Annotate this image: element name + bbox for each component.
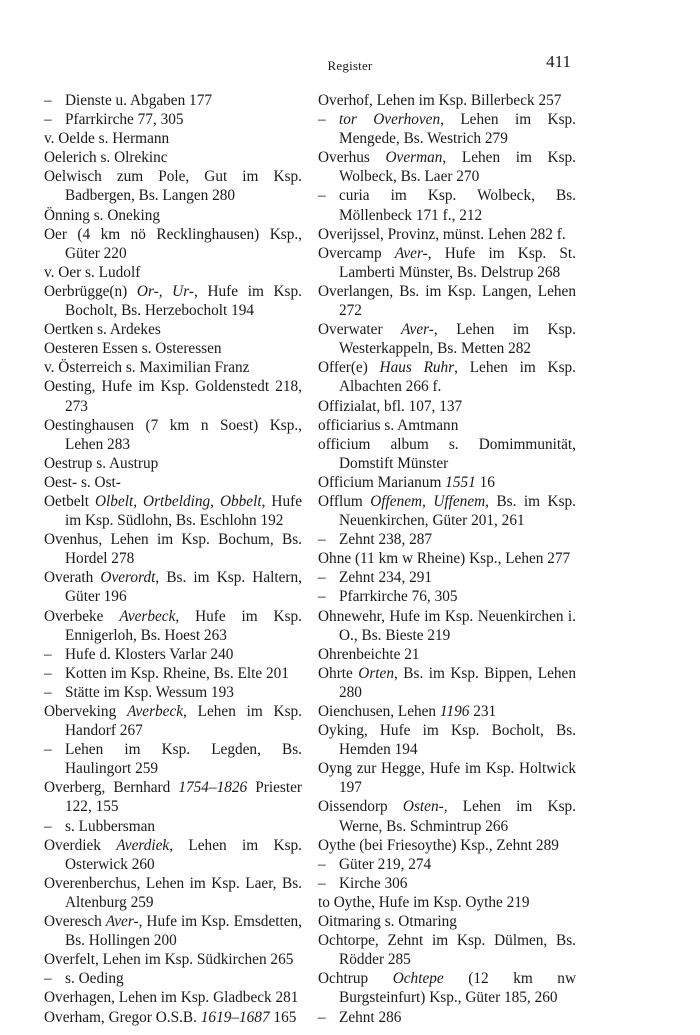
index-entry [44,129,302,148]
entry-text: v. Oelde s. Hermann [44,130,170,148]
index-entry [44,568,302,606]
entry-text-rest: , Lehen im Ksp. Westerkappeln, Bs. Metten 282 [339,321,577,358]
index-entry [44,416,302,454]
subentry-dash: – [44,645,52,663]
entry-text: Overbeke [44,607,120,625]
subentry-dash: – [44,683,52,701]
entry-text: Offlum [318,492,371,510]
index-entry [318,664,576,702]
subentry-dash: – [318,187,326,205]
subentry-dash: – [318,111,326,129]
entry-text-rest: , Bs. im Ksp. Neuenkirchen, Güter 201, 261 [339,492,576,530]
entry-variant-italic: Overordt [100,569,156,587]
entry-text: Oetbelt [44,492,95,510]
entry-text: Overdiek [44,836,117,854]
index-subentry [318,587,576,606]
entry-text-rest: 16 [475,473,495,491]
entry-variant-italic: 1196 [439,703,470,720]
entry-text: Ovenhus, Lehen im Ksp. Bochum, Bs. Hordel 278 [44,531,302,568]
entry-text: Overesch [44,913,106,931]
entry-text-rest: , Lehen im Ksp. Werne, Bs. Schmintrup 266 [339,798,577,835]
entry-text: v. Oer s. Ludolf [44,263,141,281]
index-subentry [318,874,576,893]
index-entry [44,702,302,740]
index-subentry [44,664,302,683]
entry-text: Oythe (bei Friesoythe) Ksp., Zehnt 289 [318,836,559,854]
index-subentry [44,740,302,778]
subentry-dash: – [44,111,52,129]
entry-text: Overlangen, Bs. im Ksp. Langen, Lehen 272 [318,282,576,320]
entry-text: Oienchusen, Lehen [318,703,440,720]
entry-text: Ohrte [318,664,359,682]
index-entry [44,1008,302,1027]
entry-text-rest: , Hufe im Ksp. Bocholt, Bs. Herzebocholt 194 [65,282,302,320]
index-entry [318,721,576,759]
entry-text: Oyng zur Hegge, Hufe im Ksp. Holtwick 197 [318,760,576,797]
entry-text: Lehen im Ksp. Legden, Bs. Haulingort 259 [65,741,302,778]
entry-text: Overberg, Bernhard [44,779,179,797]
entry-text: Oelwisch zum Pole, Gut im Ksp. Badbergen, Bs. Langen 280 [44,168,302,205]
entry-text: Oertken s. Ardekes [44,321,161,339]
index-entry [44,530,302,568]
entry-text: Dienste u. Abgaben 177 [65,92,212,109]
entry-text: Oyking, Hufe im Ksp. Bocholt, Bs. Hemden 194 [318,722,576,759]
index-entry [318,282,576,320]
index-subentry [44,91,302,110]
entry-text-rest: , Hufe im Ksp. Südlohn, Bs. Eschlohn 192 [65,492,302,530]
entry-text: Kotten im Ksp. Rheine, Bs. Elte 201 [65,664,289,682]
entry-text-rest: Priester 122, 155 [65,779,302,816]
subentry-dash: – [318,855,326,873]
index-entry [318,320,576,358]
entry-text: Oesteren Essen s. Osteressen [44,340,222,358]
index-entry [318,969,576,1007]
index-entry [318,492,576,530]
entry-text-rest: (12 km nw Burgsteinfurt) Ksp., Güter 185, 260 [339,970,577,1007]
entry-text: s. Oeding [65,970,124,988]
entry-text: Oerbrügge(n) [44,282,137,300]
entry-text: Overhof, Lehen im Ksp. Billerbeck 257 [318,92,562,109]
entry-text-rest: , Hufe im Ksp. Emsdetten, Bs. Hollingen 200 [65,913,302,950]
index-entry [44,339,302,358]
entry-text: Overcamp [318,244,395,262]
index-entry [44,206,302,225]
entry-text: officiarius s. Amtmann [318,416,459,434]
index-subentry [44,645,302,664]
entry-text-rest: , Hufe im Ksp. Ennigerloh, Bs. Hoest 263 [65,607,303,644]
entry-variant-italic: Olbelt, Ortbelding, Obbelt [95,492,262,510]
entry-text: Önning s. Oneking [44,206,160,224]
entry-text: Güter 219, 274 [339,855,432,873]
entry-variant-italic: Averdiek [116,836,170,854]
entry-text: Overath [44,569,101,587]
index-subentry [318,186,576,224]
subentry-dash: – [44,970,52,988]
index-entry [44,320,302,339]
entry-variant-italic: 1754–1826 [178,779,248,797]
index-entry [44,778,302,816]
entry-text-rest: 165 [269,1008,297,1026]
index-entry [318,435,576,473]
subentry-dash: – [44,817,52,835]
entry-text-rest: , Bs. im Ksp. Haltern, Güter 196 [65,569,302,606]
index-entry [44,148,302,167]
index-subentry [318,530,576,549]
entry-text: Overwater [318,321,402,339]
entry-text-rest: , Lehen im Ksp. Wolbeck, Bs. Laer 270 [339,149,577,186]
entry-text: Overhus [318,149,386,167]
index-entry [44,912,302,950]
entry-text-rest: , Bs. im Ksp. Bippen, Lehen 280 [339,664,576,701]
entry-text: Oestrup s. Austrup [44,454,159,472]
index-entry [44,263,302,282]
index-entry [44,607,302,645]
index-entry [44,377,302,415]
entry-text: Oelerich s. Olrekinc [44,149,168,167]
entry-text: Ohne (11 km w Rheine) Ksp., Lehen 277 [318,550,571,568]
entry-text: Zehnt 286 [339,1008,402,1026]
index-subentry [318,1008,576,1027]
entry-variant-italic: Haus Ruhr [379,359,455,377]
index-entry [44,454,302,473]
running-title: Register [327,58,373,73]
index-entry [318,397,576,416]
index-subentry [44,110,302,129]
entry-text: v. Österreich s. Maximilian Franz [44,359,250,377]
entry-variant-italic: tor Overhoven [339,111,441,129]
subentry-dash: – [318,531,326,549]
index-subentry [318,855,576,874]
index-entry [318,358,576,396]
entry-text-rest: , Hufe im Ksp. St. Lamberti Münster, Bs. Delstrup 268 [339,244,577,281]
index-column-left [44,91,302,1027]
index-entry [318,148,576,186]
entry-variant-italic: Or-, Ur- [136,282,194,300]
entry-text-rest: , Lehen im Ksp. Osterwick 260 [65,836,302,873]
index-subentry [44,969,302,988]
index-subentry [44,683,302,702]
index-entry [44,874,302,912]
entry-text: s. Lubbersman [65,817,156,835]
subentry-dash: – [318,588,326,606]
index-entry [44,282,302,320]
index-subentry [318,110,576,148]
entry-variant-italic: Orten [358,664,394,682]
entry-text: Overijssel, Provinz, münst. Lehen 282 f. [318,225,566,243]
index-entry [318,836,576,855]
entry-variant-italic: Averbeck [119,607,176,625]
entry-text: Overhagen, Lehen im Ksp. Gladbeck 281 [44,989,299,1007]
index-entry [318,893,576,912]
entry-text: Oberveking [44,703,127,720]
index-entry [318,912,576,931]
index-subentry [318,568,576,587]
index-entry [44,950,302,969]
entry-text: Kirche 306 [339,874,408,892]
entry-text: Oest- s. Ost- [44,473,121,491]
entry-text: Oestinghausen (7 km n Soest) Ksp., Lehen 283 [44,416,302,453]
entry-text: Ochtorpe, Zehnt im Ksp. Dülmen, Bs. Rödder 285 [318,932,576,969]
entry-text: Oissendorp [318,798,403,816]
entry-text-rest: , Lehen im Ksp. Albachten 266 f. [339,359,577,396]
entry-variant-italic: Averbeck [126,703,184,720]
entry-text: Zehnt 234, 291 [339,569,433,587]
entry-text: Offizialat, bfl. 107, 137 [318,397,463,415]
index-entry [44,492,302,530]
subentry-dash: – [44,92,52,109]
index-entry [44,836,302,874]
index-entry [318,645,576,664]
index-entry [318,702,576,721]
entry-variant-italic: Osten- [402,798,444,816]
entry-variant-italic: Ochtepe [392,970,444,988]
entry-text: Overfelt, Lehen im Ksp. Südkirchen 265 [44,951,294,969]
index-entry [318,91,576,110]
index-entry [318,473,576,492]
index-entry [318,931,576,969]
entry-text: Overenberchus, Lehen im Ksp. Laer, Bs. Altenburg 259 [44,874,302,911]
entry-text: Offer(e) [318,359,380,377]
entry-text: Zehnt 238, 287 [339,531,433,549]
index-entry [44,988,302,1007]
index-entry [44,225,302,263]
index-entry [318,244,576,282]
entry-variant-italic: Offenem, Uffenem [370,492,486,510]
index-entry [318,416,576,435]
entry-variant-italic: 1619–1687 [200,1008,270,1026]
entry-text: Pfarrkirche 77, 305 [65,111,184,129]
entry-variant-italic: Aver- [394,244,428,262]
entry-variant-italic: Aver- [401,321,434,339]
entry-text: Oer (4 km nö Recklinghausen) Ksp., Güter 220 [44,225,302,262]
entry-variant-italic: 1551 [445,473,476,491]
entry-text-rest: , Lehen im Ksp. Mengede, Bs. Westrich 279 [339,111,576,148]
entry-text: Oitmaring s. Otmaring [318,913,457,931]
entry-text: Overham, Gregor O.S.B. [44,1008,201,1026]
index-entry [44,473,302,492]
index-subentry [44,817,302,836]
subentry-dash: – [318,569,326,587]
index-entry [318,225,576,244]
entry-text-rest: 231 [469,703,497,720]
subentry-dash: – [44,664,52,682]
entry-text-rest: , Lehen im Ksp. Handorf 267 [65,703,302,740]
index-entry [318,549,576,568]
index-entry [318,797,576,835]
subentry-dash: – [44,741,52,759]
entry-text: Ohrenbeichte 21 [318,645,420,663]
index-entry [318,759,576,797]
entry-variant-italic: Overman [385,149,443,167]
index-entry [44,358,302,377]
entry-text: officium album s. Domimmunität, Domstift Münster [318,435,576,472]
entry-text: to Oythe, Hufe im Ksp. Oythe 219 [318,893,530,911]
subentry-dash: – [318,874,326,892]
entry-text: Oesting, Hufe im Ksp. Goldenstedt 218, 273 [44,378,302,415]
entry-variant-italic: Aver- [105,913,139,931]
entry-text: Officium Marianum [318,473,446,491]
entry-text: Pfarrkirche 76, 305 [339,588,458,606]
entry-text: Hufe d. Klosters Varlar 240 [65,645,234,663]
index-column-right [318,91,576,1027]
page-number: 411 [546,52,571,71]
entry-text: Ochtrup [318,970,393,988]
index-entry [44,167,302,205]
subentry-dash: – [318,1008,326,1026]
entry-text: Ohnewehr, Hufe im Ksp. Neuenkirchen i. O., Bs. Bieste 219 [318,607,576,644]
entry-text: Stätte im Ksp. Wessum 193 [65,683,234,701]
index-entry [318,607,576,645]
entry-text: curia im Ksp. Wolbeck, Bs. Möllenbeck 171 f., 212 [339,187,576,224]
